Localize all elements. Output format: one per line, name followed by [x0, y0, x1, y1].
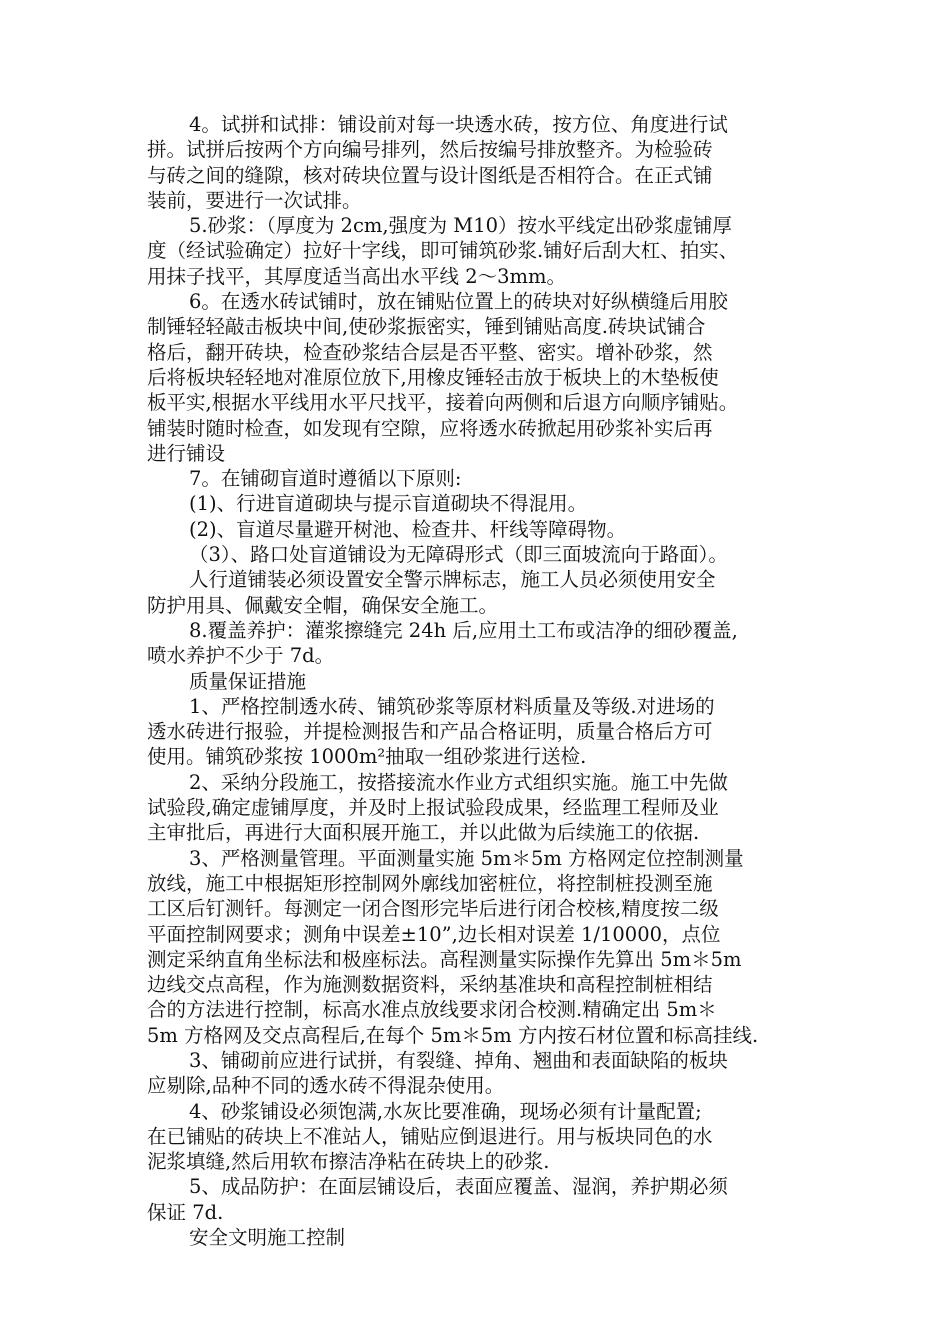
text-line: 5.砂浆：（厚度为 2cm,强度为 M10）按水平线定出砂浆虚铺厚: [189, 214, 733, 238]
text-line: 格后，翻开砖块，检查砂浆结合层是否平整、密实。增补砂浆，然: [147, 340, 713, 364]
text-line: 3、铺砌前应进行试拼，有裂缝、掉角、翘曲和表面缺陷的板块: [189, 1048, 728, 1072]
text-line: 板平实,根据水平线用水平尺找平，接着向两侧和后退方向顺序铺贴。: [147, 391, 739, 415]
text-line: 8.覆盖养护：灌浆擦缝完 24h 后,应用土工布或洁净的细砂覆盖,: [189, 618, 738, 642]
text-line: 5、成品防护：在面层铺设后，表面应覆盖、湿润，养护期必须: [189, 1175, 728, 1199]
text-line: 放线，施工中根据矩形控制网外廓线加密桩位，将控制桩投测至施: [147, 871, 713, 895]
text-line: 2、采纳分段施工，按搭接流水作业方式组织实施。施工中先做: [189, 770, 728, 794]
text-line: 4、砂浆铺设必须饱满,水灰比要准确，现场必须有计量配置;: [189, 1099, 702, 1123]
text-line: 泥浆填缝,然后用软布擦洁净粘在砖块上的砂浆.: [147, 1150, 550, 1174]
text-line: 工区后钉测钎。每测定一闭合图形完毕后进行闭合校核,精度按二级: [147, 897, 719, 921]
text-line: 合的方法进行控制，标高水准点放线要求闭合校测.精确定出 5m＊: [147, 998, 717, 1022]
text-line: 喷水养护不少于 7d。: [147, 644, 335, 668]
text-line: 试验段,确定虚铺厚度，并及时上报试验段成果，经监理工程师及业: [147, 796, 719, 820]
text-line: 4。试拼和试排：铺设前对每一块透水砖，按方位、角度进行试: [189, 113, 728, 136]
text-line: 安全文明施工控制: [189, 1226, 346, 1250]
text-line: 与砖之间的缝隙，核对砖块位置与设计图纸是否相符合。在正式铺: [147, 163, 713, 187]
text-line: 3、严格测量管理。平面测量实施 5m＊5m 方格网定位控制测量: [189, 846, 744, 870]
text-line: 6。在透水砖试铺时，放在铺贴位置上的砖块对好纵横缝后用胶: [189, 290, 728, 314]
text-line: 保证 7d.: [147, 1200, 224, 1224]
text-line: 5m 方格网及交点高程后,在每个 5m＊5m 方内按石材位置和标高挂线.: [147, 1023, 759, 1047]
text-line: 防护用具、佩戴安全帽，确保安全施工。: [147, 593, 499, 617]
text-line: 主审批后，再进行大面积展开施工，并以此做为后续施工的依据.: [147, 821, 700, 845]
text-line: 后将板块轻轻地对准原位放下,用橡皮锤轻击放于板块上的木垫板使: [147, 365, 719, 389]
text-line: 拼。试拼后按两个方向编号排列，然后按编号排放整齐。为检验砖: [147, 138, 713, 162]
text-line: 平面控制网要求；测角中误差±10”,边长相对误差 1/10000，点位: [147, 922, 721, 946]
text-line: 1、严格控制透水砖、铺筑砂浆等原材料质量及等级.对进场的: [189, 694, 715, 718]
text-line: 铺装时随时检查，如发现有空隙，应将透水砖掀起用砂浆补实后再: [147, 416, 713, 440]
text-line: 在已铺贴的砖块上不准站人，铺贴应倒退进行。用与板块同色的水: [147, 1124, 713, 1148]
text-line: 度（经试验确定）拉好十字线，即可铺筑砂浆.铺好后刮大杠、拍实、: [147, 239, 739, 263]
text-line: 人行道铺装必须设置安全警示牌标志，施工人员必须使用安全: [189, 568, 716, 592]
text-line: 测定采纳直角坐标法和极座标法。高程测量实际操作先算出 5m＊5m: [147, 947, 742, 971]
text-line: 装前，要进行一次试排。: [147, 188, 362, 212]
text-line: 用抹子找平，其厚度适当高出水平线 2～3mm。: [147, 264, 566, 288]
text-line: 进行铺设: [147, 441, 226, 465]
text-line: 应剔除,品种不同的透水砖不得混杂使用。: [147, 1074, 505, 1098]
text-line: 使用。铺筑砂浆按 1000m²抽取一组砂浆进行送检.: [147, 745, 587, 769]
text-line: 制锤轻轻敲击板块中间,使砂浆振密实，锤到铺贴高度.砖块试铺合: [147, 315, 706, 339]
text-line: （3）、路口处盲道铺设为无障碍形式（即三面坡流向于路面）。: [189, 543, 728, 567]
text-line: 7。在铺砌盲道时遵循以下原则:: [189, 467, 462, 491]
text-line: 质量保证措施: [189, 669, 307, 693]
text-line: 边线交点高程，作为施测数据资料，采纳基准块和高程控制桩相结: [147, 973, 713, 997]
document-page: [147, 112, 807, 1250]
text-line: 透水砖进行报验，并提检测报告和产品合格证明，质量合格后方可: [147, 720, 713, 744]
text-line: (1)、行进盲道砌块与提示盲道砌块不得混用。: [189, 492, 588, 516]
text-line: (2)、盲道尽量避开树池、检查井、杆线等障碍物。: [189, 517, 627, 541]
document-body: [147, 112, 807, 1250]
